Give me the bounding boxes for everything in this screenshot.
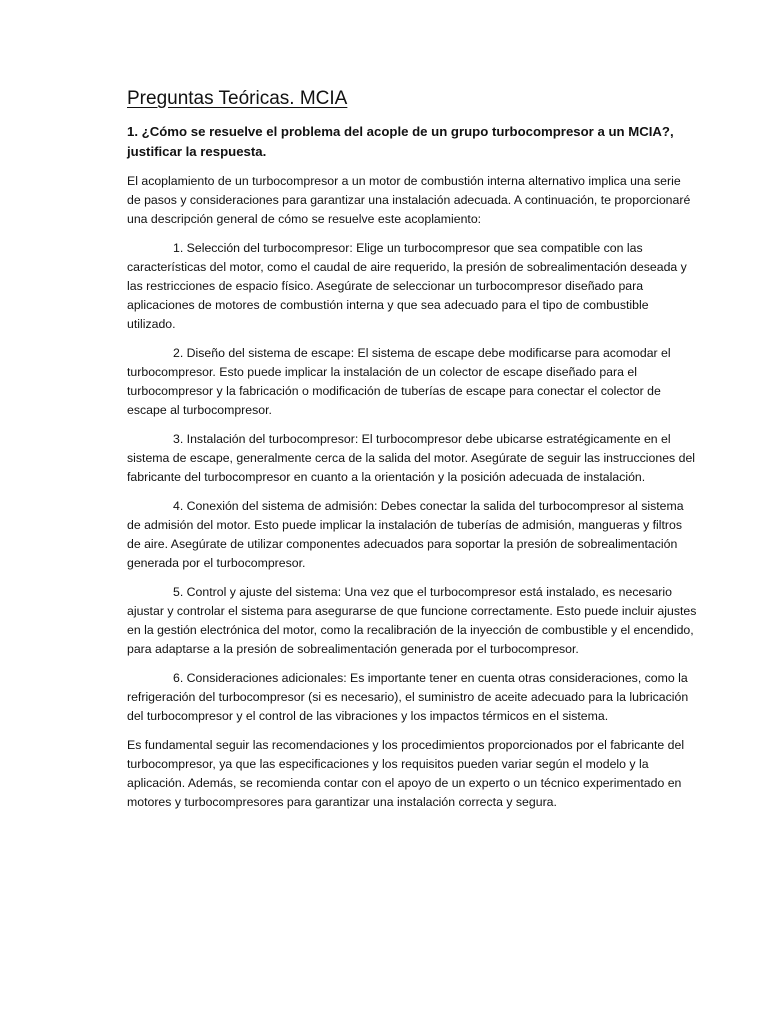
intro-paragraph: El acoplamiento de un turbocompresor a un motor de combustión interna alternativo implica una serie de pasos y consideraciones para garantizar una instalación adecuada. A continuación, te proporcionaré una descripción general de cómo se resuelve este acoplamiento:	[127, 174, 691, 226]
step-2-paragraph: 2. Diseño del sistema de escape: El sistema de escape debe modificarse para acomodar el turbocompresor. Esto puede implicar la instalación de un colector de escape diseñado para el turbocompresor y la fabricación o modificación de tuberías de escape para conectar el colector de escape al turbocompresor.	[127, 346, 671, 417]
document-title: Preguntas Teóricas. MCIA	[127, 88, 348, 109]
question-heading: 1. ¿Cómo se resuelve el problema del acople de un grupo turbocompresor a un MCIA?, justificar la respuesta.	[127, 124, 674, 159]
conclusion-paragraph: Es fundamental seguir las recomendaciones y los procedimientos proporcionados por el fabricante del turbocompresor, ya que las especificaciones y los requisitos pueden variar según el modelo y la aplicación. Además, se recomienda contar con el apoyo de un experto o un técnico experimentado en motores y turbocompresores para garantizar una instalación correcta y segura.	[127, 738, 685, 809]
step-4-paragraph: 4. Conexión del sistema de admisión: Debes conectar la salida del turbocompresor al sistema de admisión del motor. Esto puede implicar la instalación de tuberías de admisión, mangueras y filtros de aire. Asegúrate de utilizar componentes adecuados para soportar la presión de sobrealimentación generada por el turbocompresor.	[127, 499, 684, 570]
step-1-paragraph: 1. Selección del turbocompresor: Elige un turbocompresor que sea compatible con las características del motor, como el caudal de aire requerido, la presión de sobrealimentación deseada y las restricciones de espacio físico. Asegúrate de seleccionar un turbocompresor diseñado para aplicaciones de motores de combustión interna y que sea adecuado para el tipo de combustible utilizado.	[127, 241, 687, 331]
document-page	[127, 88, 697, 822]
step-3-paragraph: 3. Instalación del turbocompresor: El turbocompresor debe ubicarse estratégicamente en el sistema de escape, generalmente cerca de la salida del motor. Asegúrate de seguir las instrucciones del fabricante del turbocompresor en cuanto a la orientación y la posición adecuada de instalación.	[127, 432, 696, 484]
step-5-paragraph: 5. Control y ajuste del sistema: Una vez que el turbocompresor está instalado, es necesario ajustar y controlar el sistema para asegurarse de que funcione correctamente. Esto puede incluir ajustes en la gestión electrónica del motor, como la recalibración de la inyección de combustible y el encendido, para adaptarse a la presión de sobrealimentación generada por el turbocompresor.	[127, 585, 697, 656]
step-6-paragraph: 6. Consideraciones adicionales: Es importante tener en cuenta otras consideraciones, como la refrigeración del turbocompresor (si es necesario), el suministro de aceite adecuado para la lubricación del turbocompresor y el control de las vibraciones y los impactos térmicos en el sistema.	[127, 671, 689, 723]
